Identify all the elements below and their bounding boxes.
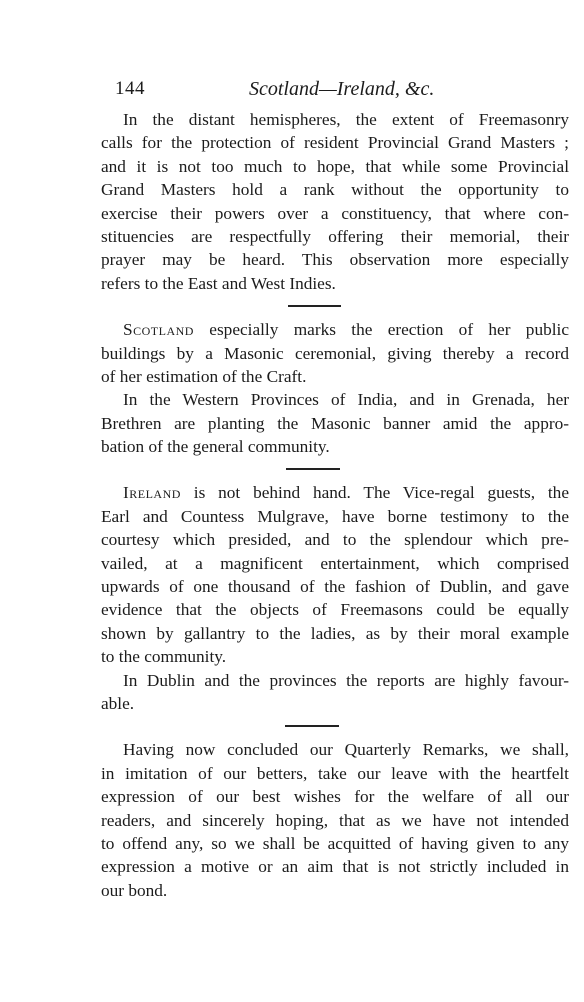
text-line: in imitation of our betters, take our leave with the heartfelt bbox=[101, 763, 569, 783]
paragraph-closing bbox=[101, 738, 569, 902]
section-gap bbox=[101, 295, 569, 318]
text-line: Grand Masters hold a rank without the opportunity to bbox=[101, 180, 569, 200]
section-lead-scotland: Scotland bbox=[123, 320, 194, 340]
text-line: expression of our best wishes for the welfare of all our bbox=[101, 787, 569, 807]
text-line: readers, and sincerely hoping, that as we have not intended bbox=[101, 810, 569, 830]
running-title: Scotland—Ireland, &c. bbox=[249, 78, 435, 100]
section-divider bbox=[288, 305, 341, 307]
text-line: courtesy which presided, and to the splendour which pre- bbox=[101, 530, 569, 550]
page-number: 144 bbox=[115, 78, 145, 99]
paragraph-scotland bbox=[101, 318, 569, 388]
text-line: expression a motive or an aim that is not strictly included in bbox=[101, 857, 569, 877]
text-line bbox=[101, 318, 569, 341]
text-line: Brethren are planting the Masonic banner amid the appro- bbox=[101, 413, 569, 433]
page-header bbox=[101, 78, 571, 102]
text-line: buildings by a Masonic ceremonial, giving thereby a record bbox=[101, 343, 569, 363]
paragraph-hemispheres bbox=[101, 108, 569, 295]
text-line: Earl and Countess Mulgrave, have borne testimony to the bbox=[101, 506, 569, 526]
text-line: evidence that the objects of Freemasons could be equally bbox=[101, 600, 569, 620]
section-lead-ireland: Ireland bbox=[123, 483, 181, 503]
section-gap bbox=[101, 715, 569, 738]
text-line: shown by gallantry to the ladies, as by their moral example bbox=[101, 623, 569, 643]
text-line: and it is not too much to hope, that while some Provincial bbox=[101, 156, 569, 176]
text-line: able. bbox=[101, 693, 135, 713]
text-line: In Dublin and the provinces the reports are highly favour- bbox=[123, 670, 569, 690]
text-line: to offend any, so we shall be acquitted of having given to any bbox=[101, 833, 569, 853]
text-line bbox=[101, 481, 569, 504]
text-line: Having now concluded our Quarterly Remarks, we shall, bbox=[123, 740, 569, 760]
text-run: especially marks the erection of her public bbox=[193, 320, 569, 340]
text-line: prayer may be heard. This observation more especially bbox=[101, 250, 569, 270]
text-line: exercise their powers over a constituency, that where con- bbox=[101, 203, 569, 223]
page-body bbox=[101, 108, 569, 902]
text-line: calls for the protection of resident Provincial Grand Masters ; bbox=[101, 133, 569, 153]
text-line: upwards of one thousand of the fashion of Dublin, and gave bbox=[101, 577, 569, 597]
text-line: refers to the East and West Indies. bbox=[101, 273, 336, 293]
text-line: In the distant hemispheres, the extent of Freemasonry bbox=[123, 110, 569, 129]
section-divider bbox=[285, 725, 339, 727]
text-line: vailed, at a magnificent entertainment, which comprised bbox=[101, 553, 569, 573]
section-gap bbox=[101, 458, 569, 481]
section-divider bbox=[286, 468, 340, 470]
text-line: our bond. bbox=[101, 880, 168, 900]
text-line: stituencies are respectfully offering their memorial, their bbox=[101, 226, 569, 246]
text-line: In the Western Provinces of India, and in Grenada, her bbox=[123, 390, 569, 410]
paragraph-india bbox=[101, 388, 569, 458]
paragraph-ireland bbox=[101, 481, 569, 668]
paragraph-dublin bbox=[101, 669, 569, 716]
text-line: of her estimation of the Craft. bbox=[101, 366, 307, 386]
text-run: is not behind hand. The Vice-regal guests, the bbox=[180, 483, 569, 503]
text-line: bation of the general community. bbox=[101, 437, 330, 457]
text-line: to the community. bbox=[101, 647, 227, 667]
